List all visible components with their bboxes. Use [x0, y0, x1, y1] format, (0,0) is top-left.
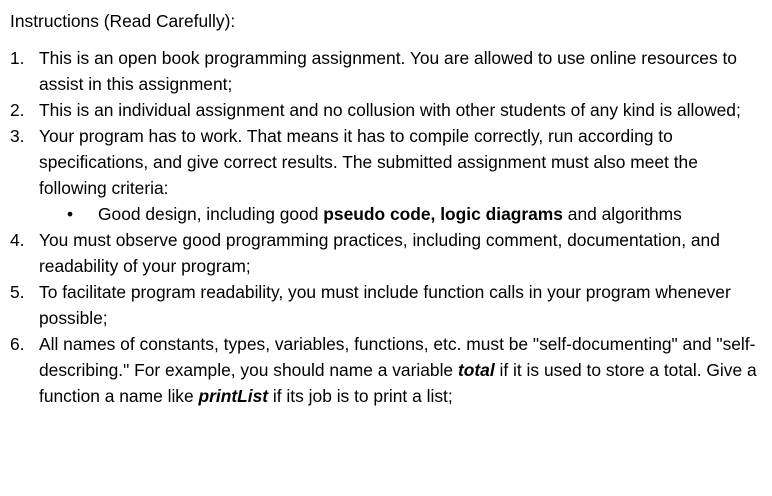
list-number: 1. [10, 48, 25, 68]
list-item-2 [10, 97, 765, 123]
list-item-6 [10, 331, 765, 409]
list-item-text: This is an open book programming assignment. You are allowed to use online resources to assist in this assignment; [39, 48, 737, 94]
list-item-text-part3: if its job is to print a list; [268, 386, 453, 406]
emphasis-printlist: printList [198, 386, 269, 406]
criteria-item [39, 201, 765, 227]
criteria-text-before: Good design, including good [98, 204, 324, 224]
list-number: 2. [10, 100, 25, 120]
instructions-heading: Instructions (Read Carefully): [10, 11, 236, 31]
list-item-text: Your program has to work. That means it has to compile correctly, run according to specifications, and give correct results. The submitted assignment must also meet the following criteria: [39, 126, 698, 198]
bullet-icon: • [67, 204, 74, 224]
list-item-text-part1: All names of constants, types, variables, functions, etc. must be "self-documenting" and "self-describing." For example, you should name a variable [39, 334, 756, 380]
list-number: 6. [10, 334, 25, 354]
instructions-document [10, 8, 765, 409]
emphasis-total: total [457, 360, 495, 380]
criteria-sublist [39, 201, 765, 227]
list-number: 5. [10, 282, 25, 302]
criteria-bold-text: pseudo code, logic diagrams [323, 204, 563, 224]
list-item-text: You must observe good programming practices, including comment, documentation, and readability of your program; [39, 230, 720, 276]
list-item-4 [10, 227, 765, 279]
list-item-3 [10, 123, 765, 227]
list-item-text-part2: if it is used to store a total. Give a function a name like [39, 360, 757, 406]
list-number: 3. [10, 126, 25, 146]
list-item-1 [10, 45, 765, 97]
list-number: 4. [10, 230, 25, 250]
list-item-text: This is an individual assignment and no collusion with other students of any kind is allowed; [39, 100, 741, 120]
criteria-text-after: and algorithms [562, 204, 682, 224]
list-item-5 [10, 279, 765, 331]
list-item-text: To facilitate program readability, you must include function calls in your program whenever possible; [39, 282, 731, 328]
instructions-list [10, 45, 765, 409]
